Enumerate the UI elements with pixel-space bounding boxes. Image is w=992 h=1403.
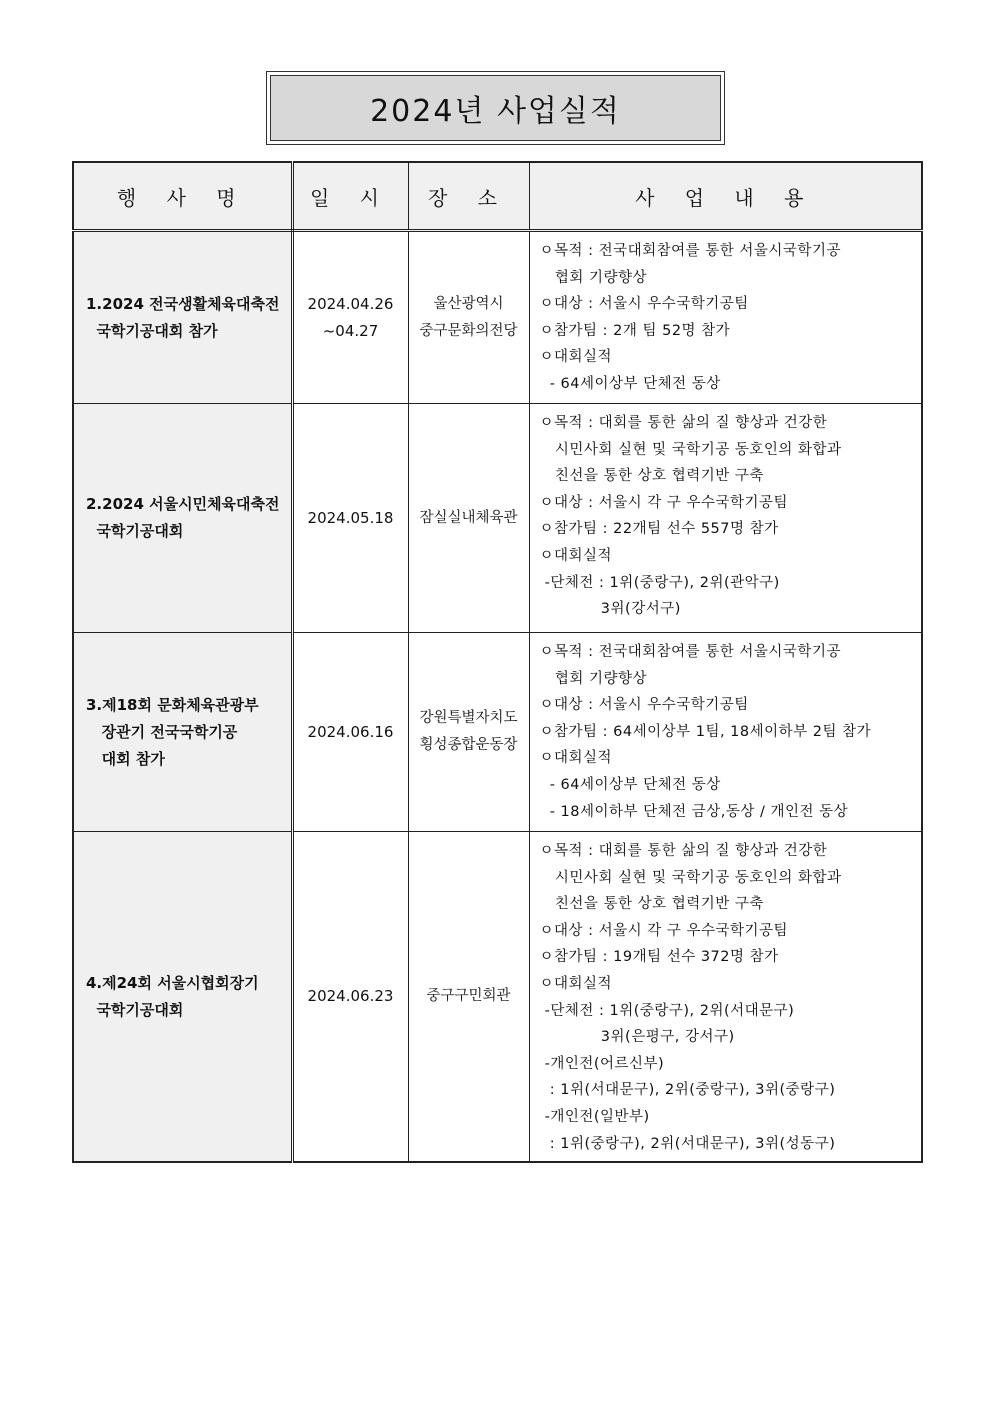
table-row bbox=[73, 832, 922, 1163]
header-place: 장 소 bbox=[408, 162, 529, 231]
event-date: 2024.06.23 bbox=[292, 832, 408, 1163]
header-event-name: 행 사 명 bbox=[73, 162, 292, 231]
event-content: ㅇ목적 : 대회를 통한 삶의 질 향상과 건강한 시민사회 실현 및 국학기공 동호인의 화합과 친선을 통한 상호 협력기반 구축 ㅇ대상 : 서울시 각 구 우수국학기공팀 ㅇ참가팀 : 22개팀 선수 557명 참가 ㅇ대회실적 -단체전 : 1위(중랑구), 2위(관악구) 3위(강서구) bbox=[529, 404, 922, 633]
records-table bbox=[72, 161, 923, 1163]
event-place: 중구구민회관 bbox=[408, 832, 529, 1163]
table-row bbox=[73, 231, 922, 404]
event-name: 4.제24회 서울시협회장기 국학기공대회 bbox=[73, 832, 292, 1163]
event-content: ㅇ목적 : 전국대회참여를 통한 서울시국학기공 협회 기량향상 ㅇ대상 : 서울시 우수국학기공팀 ㅇ참가팀 : 64세이상부 1팀, 18세이하부 2팀 참가 ㅇ대회실적 - 64세이상부 단체전 동상 - 18세이하부 단체전 금상,동상 / 개인전 동상 bbox=[529, 633, 922, 832]
event-content: ㅇ목적 : 대회를 통한 삶의 질 향상과 건강한 시민사회 실현 및 국학기공 동호인의 화합과 친선을 통한 상호 협력기반 구축 ㅇ대상 : 서울시 각 구 우수국학기공팀 ㅇ참가팀 : 19개팀 선수 372명 참가 ㅇ대회실적 -단체전 : 1위(중랑구), 2위(서대문구) 3위(은평구, 강서구) -개인전(어르신부) : 1위(서대문구), 2위(중랑구), 3위(중랑구) -개인전(일반부) : 1위(중랑구), 2위(서대문구), 3위(성동구) bbox=[529, 832, 922, 1163]
event-date: 2024.04.26 ~04.27 bbox=[292, 231, 408, 404]
header-date: 일 시 bbox=[292, 162, 408, 231]
page-title: 2024년 사업실적 bbox=[270, 75, 721, 141]
event-name: 2.2024 서울시민체육대축전 국학기공대회 bbox=[73, 404, 292, 633]
table-row bbox=[73, 404, 922, 633]
event-name: 1.2024 전국생활체육대축전 국학기공대회 참가 bbox=[73, 231, 292, 404]
table-row bbox=[73, 633, 922, 832]
title-box bbox=[266, 71, 725, 145]
event-place: 강원특별자치도 횡성종합운동장 bbox=[408, 633, 529, 832]
event-date: 2024.05.18 bbox=[292, 404, 408, 633]
header-content: 사 업 내 용 bbox=[529, 162, 922, 231]
event-content: ㅇ목적 : 전국대회참여를 통한 서울시국학기공 협회 기량향상 ㅇ대상 : 서울시 우수국학기공팀 ㅇ참가팀 : 2개 팀 52명 참가 ㅇ대회실적 - 64세이상부 단체전 동상 bbox=[529, 231, 922, 404]
event-place: 울산광역시 중구문화의전당 bbox=[408, 231, 529, 404]
event-place: 잠실실내체육관 bbox=[408, 404, 529, 633]
event-date: 2024.06.16 bbox=[292, 633, 408, 832]
event-name: 3.제18회 문화체육관광부 장관기 전국국학기공 대회 참가 bbox=[73, 633, 292, 832]
header-row bbox=[73, 162, 922, 231]
